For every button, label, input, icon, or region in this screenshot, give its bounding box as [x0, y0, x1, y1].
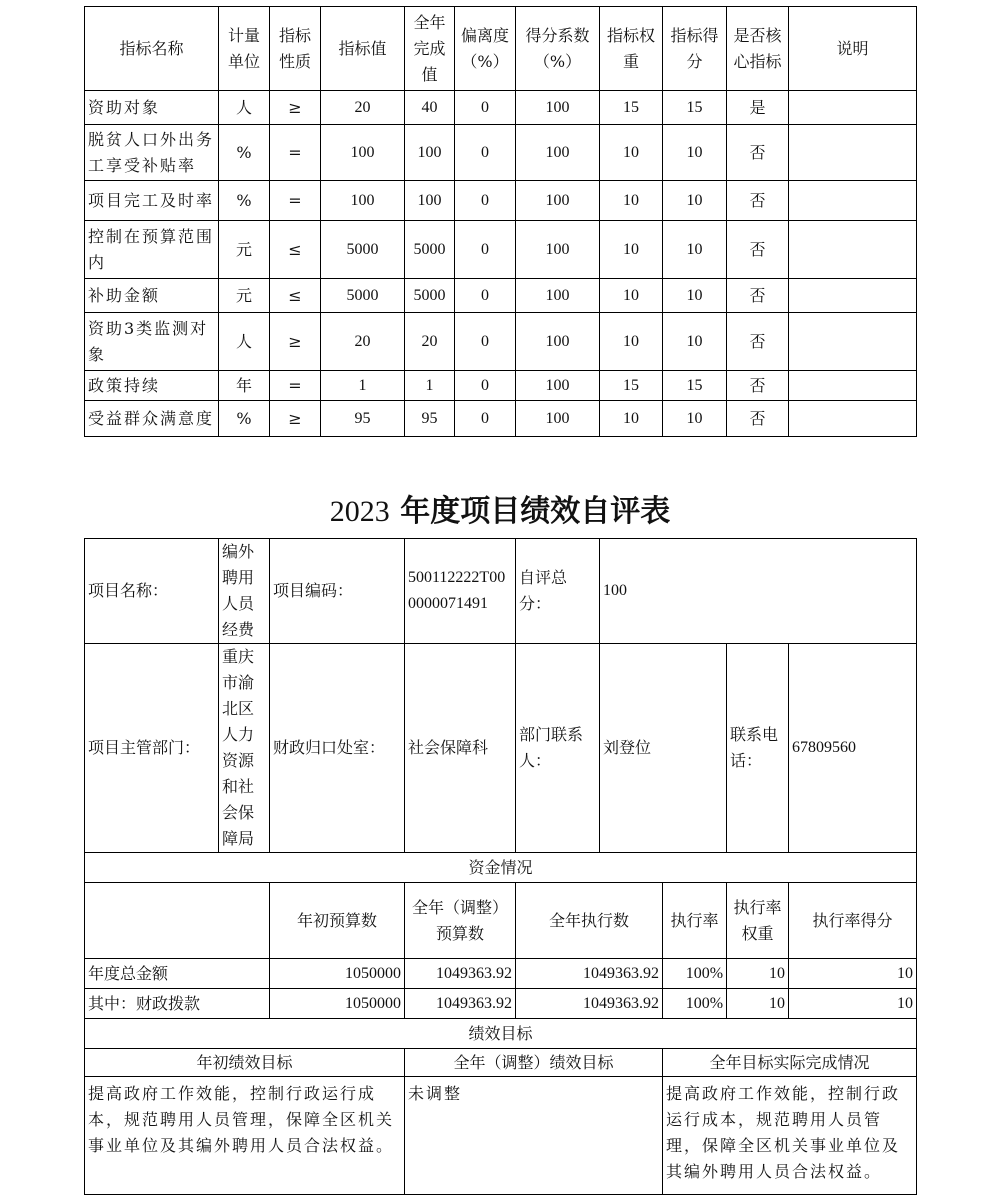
project-info-row	[85, 539, 917, 644]
indicator-row	[85, 221, 917, 279]
funds-header-score: 执行率得分	[789, 883, 917, 959]
header-indicator-name: 指标名称	[85, 7, 219, 91]
indicator-deviation: 0	[455, 221, 516, 279]
indicator-target: 20	[321, 91, 405, 125]
indicator-target: 100	[321, 181, 405, 221]
indicator-name: 政策持续	[85, 371, 219, 401]
dept: 重庆市渝北区人力资源和社会保障局	[219, 644, 270, 853]
indicator-core: 否	[727, 401, 789, 437]
funds-row-fiscal	[85, 989, 917, 1019]
funds-initial: 1050000	[270, 959, 405, 989]
goal-adjusted: 未调整	[405, 1077, 663, 1195]
indicator-core: 否	[727, 221, 789, 279]
indicator-actual: 40	[405, 91, 455, 125]
header-weight: 指标权重	[600, 7, 663, 91]
goal-actual: 提高政府工作效能，控制行政运行成本，规范聘用人员管理，保障全区机关事业单位及其编外聘用人员合法权益。	[663, 1077, 917, 1195]
indicator-nature: ≤	[270, 279, 321, 313]
funds-rate: 100%	[663, 989, 727, 1019]
indicator-note	[789, 125, 917, 181]
indicator-deviation: 0	[455, 279, 516, 313]
indicator-note	[789, 371, 917, 401]
indicator-actual: 20	[405, 313, 455, 371]
indicator-actual: 5000	[405, 279, 455, 313]
finance-office-label: 财政归口处室：	[270, 644, 405, 853]
goals-header-actual: 全年目标实际完成情况	[663, 1049, 917, 1077]
indicator-deviation: 0	[455, 181, 516, 221]
indicator-score: 10	[663, 401, 727, 437]
finance-office: 社会保障科	[405, 644, 516, 853]
evaluation-table	[84, 538, 917, 1195]
indicator-weight: 15	[600, 371, 663, 401]
indicator-weight: 10	[600, 279, 663, 313]
indicator-note	[789, 313, 917, 371]
indicator-coef: 100	[516, 125, 600, 181]
indicator-coef: 100	[516, 313, 600, 371]
indicator-name: 补助金额	[85, 279, 219, 313]
funds-adjusted: 1049363.92	[405, 959, 516, 989]
funds-section-row	[85, 853, 917, 883]
header-score: 指标得分	[663, 7, 727, 91]
title-year: 2023	[329, 495, 390, 528]
indicator-unit: 元	[219, 221, 270, 279]
indicator-coef: 100	[516, 401, 600, 437]
contact-label: 部门联系人：	[516, 644, 600, 853]
indicator-rows	[85, 91, 917, 437]
header-target: 指标值	[321, 7, 405, 91]
indicator-target: 5000	[321, 221, 405, 279]
indicator-unit: 元	[219, 279, 270, 313]
indicator-unit: 人	[219, 313, 270, 371]
indicator-name: 脱贫人口外出务工享受补贴率	[85, 125, 219, 181]
indicator-row	[85, 371, 917, 401]
funds-executed: 1049363.92	[516, 989, 663, 1019]
dept-label: 项目主管部门：	[85, 644, 219, 853]
indicator-table	[84, 6, 917, 437]
funds-row-label: 其中：财政拨款	[85, 989, 270, 1019]
indicator-nature: ≥	[270, 313, 321, 371]
indicator-note	[789, 279, 917, 313]
indicator-coef: 100	[516, 181, 600, 221]
phone-label: 联系电话：	[727, 644, 789, 853]
indicator-nature: =	[270, 371, 321, 401]
funds-header-blank	[85, 883, 270, 959]
funds-header-row	[85, 883, 917, 959]
indicator-nature: ≥	[270, 401, 321, 437]
funds-executed: 1049363.92	[516, 959, 663, 989]
indicator-weight: 15	[600, 91, 663, 125]
project-code: 500112222T000000071491	[405, 539, 516, 644]
indicator-deviation: 0	[455, 91, 516, 125]
funds-score: 10	[789, 959, 917, 989]
header-actual: 全年完成值	[405, 7, 455, 91]
project-code-label: 项目编码：	[270, 539, 405, 644]
indicator-weight: 10	[600, 181, 663, 221]
indicator-unit: %	[219, 181, 270, 221]
indicator-row	[85, 91, 917, 125]
header-unit: 计量单位	[219, 7, 270, 91]
indicator-name: 受益群众满意度	[85, 401, 219, 437]
page-title	[0, 492, 1000, 532]
goals-content-row	[85, 1077, 917, 1195]
indicator-weight: 10	[600, 125, 663, 181]
indicator-nature: ≥	[270, 91, 321, 125]
indicator-name: 资助3类监测对象	[85, 313, 219, 371]
indicator-actual: 5000	[405, 221, 455, 279]
indicator-deviation: 0	[455, 125, 516, 181]
indicator-core: 是	[727, 91, 789, 125]
indicator-nature: ≤	[270, 221, 321, 279]
indicator-coef: 100	[516, 279, 600, 313]
funds-weight: 10	[727, 989, 789, 1019]
indicator-score: 10	[663, 221, 727, 279]
indicator-name: 项目完工及时率	[85, 181, 219, 221]
department-row	[85, 644, 917, 853]
indicator-target: 95	[321, 401, 405, 437]
indicator-row	[85, 125, 917, 181]
project-name: 编外聘用人员经费	[219, 539, 270, 644]
indicator-unit: 人	[219, 91, 270, 125]
indicator-deviation: 0	[455, 371, 516, 401]
phone: 67809560	[789, 644, 917, 853]
indicator-coef: 100	[516, 91, 600, 125]
indicator-weight: 10	[600, 313, 663, 371]
indicator-row	[85, 181, 917, 221]
indicator-note	[789, 91, 917, 125]
indicator-row	[85, 279, 917, 313]
indicator-score: 10	[663, 313, 727, 371]
project-name-label: 项目名称：	[85, 539, 219, 644]
indicator-note	[789, 181, 917, 221]
self-score-label: 自评总分：	[516, 539, 600, 644]
indicator-target: 1	[321, 371, 405, 401]
indicator-unit: 年	[219, 371, 270, 401]
indicator-score: 10	[663, 125, 727, 181]
indicator-coef: 100	[516, 371, 600, 401]
funds-rate: 100%	[663, 959, 727, 989]
indicator-core: 否	[727, 313, 789, 371]
goal-initial: 提高政府工作效能，控制行政运行成本，规范聘用人员管理，保障全区机关事业单位及其编外聘用人员合法权益。	[85, 1077, 405, 1195]
indicator-core: 否	[727, 181, 789, 221]
indicator-score: 15	[663, 371, 727, 401]
header-note: 说明	[789, 7, 917, 91]
funds-header-executed: 全年执行数	[516, 883, 663, 959]
header-nature: 指标性质	[270, 7, 321, 91]
funds-weight: 10	[727, 959, 789, 989]
funds-row-label: 年度总金额	[85, 959, 270, 989]
indicator-target: 100	[321, 125, 405, 181]
header-coef: 得分系数（%）	[516, 7, 600, 91]
funds-header-rate: 执行率	[663, 883, 727, 959]
indicator-name: 资助对象	[85, 91, 219, 125]
indicator-nature: =	[270, 125, 321, 181]
indicator-core: 否	[727, 125, 789, 181]
indicator-core: 否	[727, 279, 789, 313]
indicator-unit: %	[219, 125, 270, 181]
indicator-coef: 100	[516, 221, 600, 279]
goals-header-initial: 年初绩效目标	[85, 1049, 405, 1077]
indicator-weight: 10	[600, 401, 663, 437]
funds-score: 10	[789, 989, 917, 1019]
funds-row-total	[85, 959, 917, 989]
header-core: 是否核心指标	[727, 7, 789, 91]
self-score: 100	[600, 539, 917, 644]
indicator-deviation: 0	[455, 313, 516, 371]
goals-section-row	[85, 1019, 917, 1049]
funds-section-title: 资金情况	[85, 853, 917, 883]
indicator-row	[85, 313, 917, 371]
funds-header-adjusted: 全年（调整）预算数	[405, 883, 516, 959]
goals-section-title: 绩效目标	[85, 1019, 917, 1049]
indicator-name: 控制在预算范围内	[85, 221, 219, 279]
indicator-actual: 95	[405, 401, 455, 437]
indicator-actual: 100	[405, 181, 455, 221]
indicator-note	[789, 401, 917, 437]
header-deviation: 偏离度（%）	[455, 7, 516, 91]
indicator-header-row	[85, 7, 917, 91]
goals-header-adjusted: 全年（调整）绩效目标	[405, 1049, 663, 1077]
funds-header-initial: 年初预算数	[270, 883, 405, 959]
indicator-unit: %	[219, 401, 270, 437]
funds-adjusted: 1049363.92	[405, 989, 516, 1019]
indicator-score: 10	[663, 181, 727, 221]
indicator-nature: =	[270, 181, 321, 221]
indicator-weight: 10	[600, 221, 663, 279]
indicator-note	[789, 221, 917, 279]
indicator-row	[85, 401, 917, 437]
indicator-core: 否	[727, 371, 789, 401]
indicator-target: 5000	[321, 279, 405, 313]
indicator-target: 20	[321, 313, 405, 371]
indicator-actual: 100	[405, 125, 455, 181]
indicator-deviation: 0	[455, 401, 516, 437]
title-text: 年度项目绩效自评表	[400, 494, 671, 529]
contact: 刘登位	[600, 644, 727, 853]
indicator-actual: 1	[405, 371, 455, 401]
funds-header-weight: 执行率权重	[727, 883, 789, 959]
indicator-score: 15	[663, 91, 727, 125]
indicator-score: 10	[663, 279, 727, 313]
funds-initial: 1050000	[270, 989, 405, 1019]
